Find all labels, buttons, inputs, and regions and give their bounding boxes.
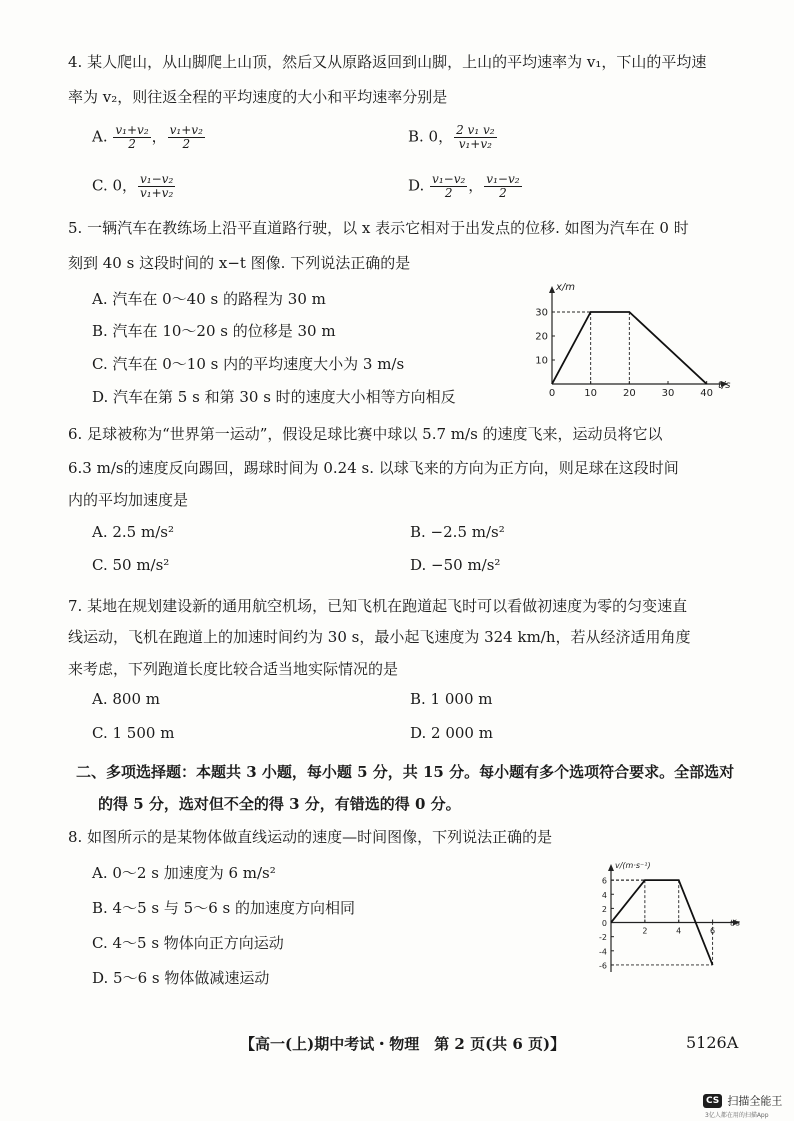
q4-option-b xyxy=(408,124,498,151)
q6-option-a: A. 2.5 m/s² xyxy=(92,523,174,541)
q7-option-d: D. 2 000 m xyxy=(410,724,493,742)
vt-graph xyxy=(592,860,742,975)
section-2-heading-line2: 的得 5 分，选对但不全的得 3 分，有错选的得 0 分。 xyxy=(98,795,461,813)
y-tick-label: 6 xyxy=(601,876,607,886)
x-tick-label: 4 xyxy=(676,926,682,936)
fraction-numerator: v₁−v₂ xyxy=(140,172,174,186)
fraction-numerator: v₁−v₂ xyxy=(432,172,466,186)
scanner-app-name: 扫描全能王 xyxy=(727,1094,783,1108)
q4-option-a-separator: ， xyxy=(151,127,167,146)
q6-option-b: B. −2.5 m/s² xyxy=(410,523,505,541)
q5-option-d: D. 汽车在第 5 s 和第 30 s 时的速度大小相等方向相反 xyxy=(92,388,456,406)
scanner-logo-icon: CS xyxy=(703,1094,722,1108)
q6-line1: 6. 足球被称为“世界第一运动”，假设足球比赛中球以 5.7 m/s 的速度飞来，运动员将它以 xyxy=(68,425,663,443)
q7-option-b: B. 1 000 m xyxy=(410,690,493,708)
y-tick-label: 30 xyxy=(535,307,548,319)
q4-option-d-label: D. xyxy=(408,176,425,195)
q8-option-c: C. 4～5 s 物体向正方向运动 xyxy=(92,934,284,952)
fraction-numerator: 2 v₁ v₂ xyxy=(456,123,495,137)
q4-option-c-fraction xyxy=(138,173,175,200)
q4-option-d xyxy=(408,173,523,200)
fraction-denominator: 2 xyxy=(182,137,191,151)
q4-option-a-fraction-2 xyxy=(168,124,205,151)
y-tick-label: 10 xyxy=(535,355,548,367)
x-tick-label: 6 xyxy=(710,926,716,936)
q4-option-a-fraction-1 xyxy=(113,124,150,151)
q4-option-d-fraction-2 xyxy=(484,173,521,200)
q4-line1: 4. 某人爬山，从山脚爬上山顶，然后又从原路返回到山脚，上山的平均速率为 v₁，下山的平均速 xyxy=(68,53,707,71)
y-axis-label: x/m xyxy=(556,282,576,293)
x-axis-label: t/s xyxy=(718,380,731,391)
y-tick-label: 4 xyxy=(601,890,607,900)
y-tick-label: -4 xyxy=(599,947,607,957)
q5-option-a: A. 汽车在 0～40 s 的路程为 30 m xyxy=(92,290,326,308)
x-axis-label: t/s xyxy=(730,918,740,928)
y-axis-label: v/(m·s⁻¹) xyxy=(615,861,651,870)
x-tick-label: 10 xyxy=(584,388,598,398)
q8-option-d: D. 5～6 s 物体做减速运动 xyxy=(92,969,270,987)
scanner-watermark xyxy=(703,1090,782,1119)
q6-line3: 内的平均加速度是 xyxy=(68,491,189,509)
q8-option-b: B. 4～5 s 与 5～6 s 的加速度方向相同 xyxy=(92,899,355,917)
x-tick-label: 2 xyxy=(642,926,648,936)
q7-option-a: A. 800 m xyxy=(92,690,160,708)
q7-line2: 线运动，飞机在跑道上的加速时间约为 30 s，最小起飞速度为 324 km/h，若从经济适用角度 xyxy=(68,628,691,646)
fraction-numerator: v₁+v₂ xyxy=(115,123,149,137)
q5-option-b: B. 汽车在 10～20 s 的位移是 30 m xyxy=(92,322,336,340)
q6-line2: 6.3 m/s的速度反向踢回，踢球时间为 0.24 s. 以球飞来的方向为正方向，则足球在这段时间 xyxy=(68,459,679,477)
x-tick-label: 30 xyxy=(661,388,675,398)
fraction-denominator: 2 xyxy=(444,186,453,200)
q4-option-d-fraction-1 xyxy=(430,173,467,200)
x-tick-label: 40 xyxy=(700,388,714,398)
fraction-numerator: v₁+v₂ xyxy=(169,123,203,137)
q4-option-a-label: A. xyxy=(92,127,108,146)
fraction-denominator: 2 xyxy=(499,186,507,200)
section-2-heading: 二、多项选择题：本题共 3 小题，每小题 5 分，共 15 分。每小题有多个选项符合要求。全部选对 xyxy=(76,763,735,781)
y-tick-label: 0 xyxy=(601,919,607,929)
q6-option-c: C. 50 m/s² xyxy=(92,556,170,574)
q5-option-c: C. 汽车在 0～10 s 内的平均速度大小为 3 m/s xyxy=(92,355,405,373)
q8-line1: 8. 如图所示的是某物体做直线运动的速度—时间图像，下列说法正确的是 xyxy=(68,828,553,846)
fraction-numerator: v₁−v₂ xyxy=(486,172,520,186)
q7-line3: 来考虑，下列跑道长度比较合适当地实际情况的是 xyxy=(68,660,399,678)
q5-line1: 5. 一辆汽车在教练场上沿平直道路行驶，以 x 表示它相对于出发点的位移. 如图为汽车在 0 时 xyxy=(68,219,689,237)
q5-line2: 刻到 40 s 这段时间的 x−t 图像. 下列说法正确的是 xyxy=(68,254,411,272)
q4-option-b-label: B. 0， xyxy=(408,127,454,146)
x-tick-label: 0 xyxy=(548,388,556,398)
y-axis-arrow xyxy=(608,864,614,871)
scanner-tagline: 3亿人都在用的扫描App xyxy=(705,1112,769,1119)
y-tick-label: -6 xyxy=(599,961,607,971)
xt-graph xyxy=(530,280,740,398)
q4-option-d-separator: ， xyxy=(468,176,484,195)
q4-option-b-fraction xyxy=(454,124,496,151)
fraction-denominator: v₁+v₂ xyxy=(140,186,174,200)
x-tick-label: 20 xyxy=(622,388,636,398)
y-tick-label: 20 xyxy=(535,331,548,343)
paper-code: 5126A xyxy=(686,1033,739,1052)
q4-option-a xyxy=(92,124,206,151)
q7-line1: 7. 某地在规划建设新的通用航空机场，已知飞机在跑道起飞时可以看做初速度为零的匀变速直 xyxy=(68,597,688,615)
q4-line2: 率为 v₂，则往返全程的平均速度的大小和平均速率分别是 xyxy=(68,88,448,106)
y-tick-label: -2 xyxy=(599,933,607,943)
page-footer: 【高一(上)期中考试・物理 第 2 页(共 6 页)】 xyxy=(240,1035,566,1053)
q4-option-c xyxy=(92,173,176,200)
q6-option-d: D. −50 m/s² xyxy=(410,556,501,574)
y-tick-label: 2 xyxy=(601,904,607,914)
y-axis-arrow xyxy=(549,286,555,293)
fraction-denominator: 2 xyxy=(128,137,136,151)
q7-option-c: C. 1 500 m xyxy=(92,724,175,742)
q8-option-a: A. 0～2 s 加速度为 6 m/s² xyxy=(92,864,276,882)
q4-option-c-label: C. 0， xyxy=(92,176,138,195)
fraction-denominator: v₁+v₂ xyxy=(458,137,492,151)
